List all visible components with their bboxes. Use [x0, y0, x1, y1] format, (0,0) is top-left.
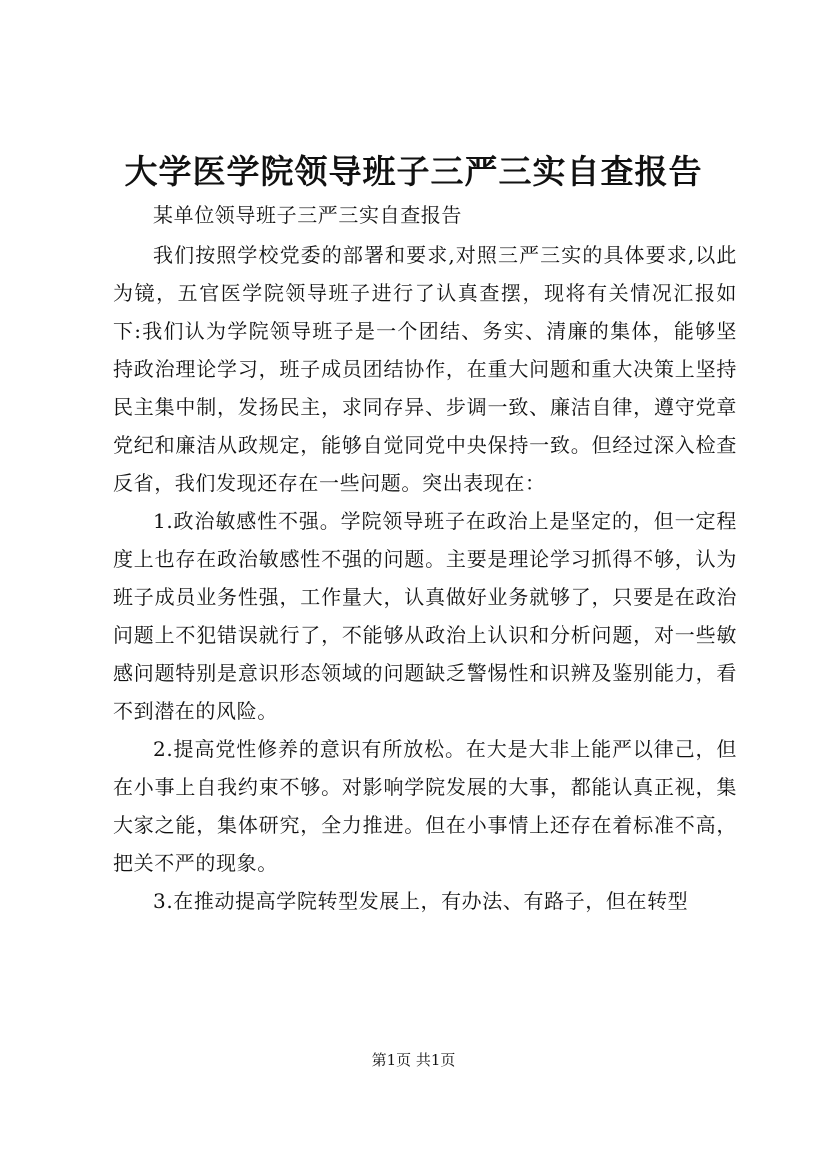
document-subtitle: 某单位领导班子三严三实自查报告 — [153, 203, 462, 227]
page-footer: 第1页 共1页 — [371, 1051, 456, 1069]
paragraph-item-1: 1.政治敏感性不强。学院领导班子在政治上是坚定的，但一定程度上也存在政治敏感性不强的问题。主要是理论学习抓得不够，认为班子成员业务性强，工作量大，认真做好业务就够了，只要是在政治问题上不犯错误就行了，不能够从政治上认识和分析问题，对一些敏感问题特别是意识形态领域的问题缺乏警惕性和识辨及鉴别能力，看不到潜在的风险。 — [113, 509, 737, 723]
document-body — [113, 196, 737, 920]
paragraph-item-3: 3.在推动提高学院转型发展上，有办法、有路子，但在转型 — [153, 889, 689, 913]
document-title: 大学医学院领导班子三严三实自查报告 — [124, 152, 703, 191]
paragraph-item-2: 2.提高党性修养的意识有所放松。在大是大非上能严以律己，但在小事上自我约束不够。对影响学院发展的大事，都能认真正视，集大家之能，集体研究，全力推进。但在小事情上还存在着标准不高，把关不严的现象。 — [113, 737, 737, 875]
paragraph-intro: 我们按照学校党委的部署和要求,对照三严三实的具体要求,以此为镜，五官医学院领导班子进行了认真查摆，现将有关情况汇报如下:我们认为学院领导班子是一个团结、务实、清廉的集体，能够坚持政治理论学习，班子成员团结协作，在重大问题和重大决策上坚持民主集中制，发扬民主，求同存异、步调一致、廉洁自律，遵守党章党纪和廉洁从政规定，能够自觉同党中央保持一致。但经过深入检查反省，我们发现还存在一些问题。突出表现在： — [113, 243, 737, 495]
